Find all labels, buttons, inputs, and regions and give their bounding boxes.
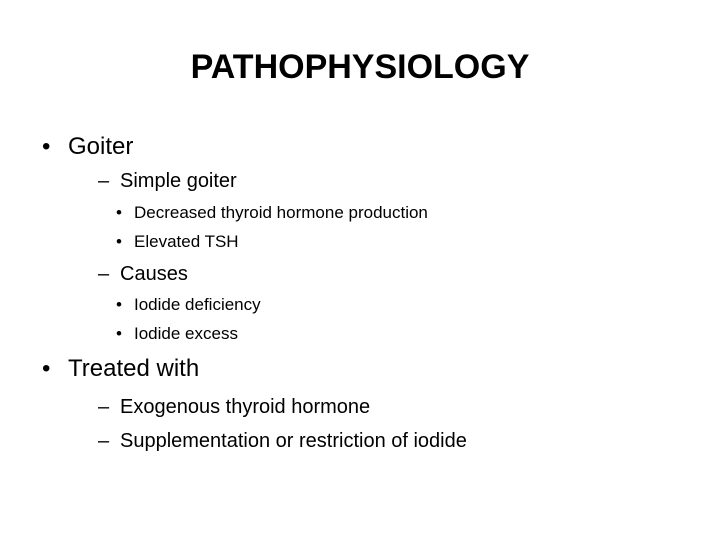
bullet-goiter (42, 132, 133, 162)
subsubbullet-elevated-tsh (116, 231, 239, 253)
bullet-marker: • (116, 203, 122, 222)
bullet-text: Goiter (68, 133, 134, 160)
dash-marker: – (98, 170, 110, 192)
bullet-text: Decreased thyroid hormone production (134, 203, 428, 222)
bullet-marker: • (42, 355, 51, 382)
subsubbullet-decreased-production (116, 202, 428, 224)
bullet-text: Iodide deficiency (134, 295, 261, 314)
bullet-text: Exogenous thyroid hormone (120, 396, 371, 418)
dash-marker: – (98, 430, 110, 452)
bullet-text: Causes (120, 263, 188, 285)
bullet-marker: • (42, 133, 51, 160)
dash-marker: – (98, 263, 110, 285)
bullet-marker: • (116, 295, 122, 314)
bullet-text: Treated with (68, 355, 200, 382)
bullet-marker: • (116, 232, 122, 251)
bullet-text: Simple goiter (120, 170, 237, 192)
subsubbullet-iodide-deficiency (116, 294, 261, 316)
bullet-text: Supplementation or restriction of iodide (120, 430, 467, 452)
dash-marker: – (98, 396, 110, 418)
slide-title: PATHOPHYSIOLOGY (190, 48, 530, 86)
subsubbullet-iodide-excess (116, 323, 238, 345)
subbullet-supplementation (98, 428, 467, 454)
bullet-treated-with (42, 354, 199, 384)
subbullet-causes (98, 261, 188, 287)
bullet-marker: • (116, 324, 122, 343)
subbullet-exogenous-hormone (98, 394, 370, 420)
bullet-text: Elevated TSH (134, 232, 239, 251)
bullet-text: Iodide excess (134, 324, 238, 343)
subbullet-simple-goiter (98, 168, 237, 194)
